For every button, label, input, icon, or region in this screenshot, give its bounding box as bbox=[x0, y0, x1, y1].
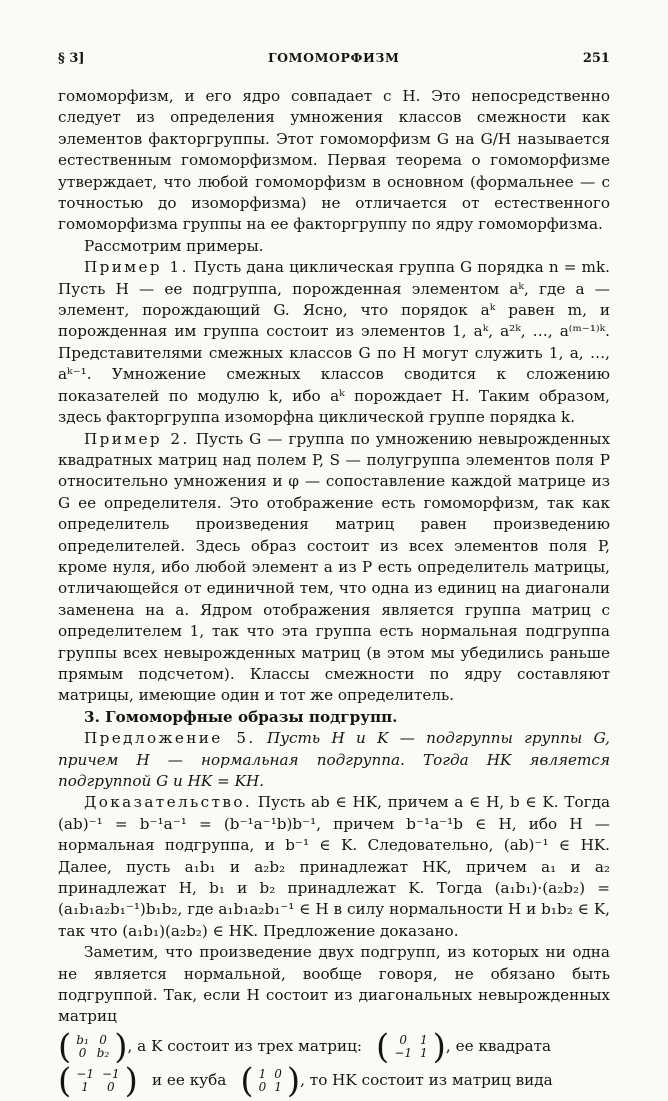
section-heading: 3. Гомоморфные образы подгрупп. bbox=[84, 707, 398, 726]
matrix-k-generator: ( 0 1 −1 1 ) bbox=[376, 1026, 446, 1067]
proof-label: Доказательство. bbox=[84, 793, 253, 812]
paragraph-example-2 bbox=[58, 429, 610, 707]
matrix-k-cube: ( 1 0 0 1 ) bbox=[240, 1060, 301, 1101]
paragraph-remark: Заметим, что произведение двух подгрупп, из которых ни одна не является нормальной, вообще говоря, не обязано быть подгруппой. Так, если H состоит из диагональных невырожденных матриц bbox=[58, 943, 610, 1026]
paragraph-proof bbox=[58, 792, 610, 942]
page-number: 251 bbox=[582, 51, 610, 66]
matrix-diagonal: ( b₁ 0 0 b₂ ) bbox=[58, 1026, 128, 1067]
matrix-k-square: ( −1 −1 1 0 ) bbox=[58, 1060, 138, 1101]
matrix-line-2 bbox=[58, 1060, 610, 1101]
matrix-line-1 bbox=[58, 1026, 610, 1067]
paragraph-example-1 bbox=[58, 257, 610, 428]
matrix-text-3: и ее куба bbox=[151, 1071, 227, 1090]
page-header bbox=[58, 50, 610, 66]
proof-text: Пусть ab ∈ HK, причем a ∈ H, b ∈ K. Тогда (ab)⁻¹ = b⁻¹a⁻¹ = (b⁻¹a⁻¹b)b⁻¹, причем b⁻¹a⁻¹b ∈ H, ибо H — нормальная подгруппа, и b⁻¹ ∈ K. Следовательно, (ab)⁻¹ ∈ HK. Далее, пусть a₁b₁ и a₂b₂ принадлежат HK, причем a₁ и a₂ принадлежат H, b₁ и b₂ принадлежат K. Тогда (a₁b₁)·(a₂b₂) = (a₁b₁a₂b₁⁻¹)b₁b₂, где a₁b₁a₂b₁⁻¹ ∈ H в силу нормальности H и b₁b₂ ∈ K, так что (a₁b₁)(a₂b₂) ∈ HK. Предложение доказано. bbox=[58, 793, 610, 940]
matrix-text-1: , а K состоит из трех матриц: bbox=[127, 1037, 363, 1056]
paragraph-examples-intro: Рассмотрим примеры. bbox=[84, 236, 264, 255]
example-1-label: Пример 1. bbox=[84, 258, 189, 277]
page-body bbox=[58, 86, 611, 1101]
proposition-label: Предложение 5. bbox=[84, 729, 256, 748]
running-title: ГОМОМОРФИЗМ bbox=[267, 50, 400, 65]
paragraph-homomorphism: гомоморфизм, и его ядро совпадает с H. Это непосредственно следует из определения умножения классов смежности как элементов факторгруппы. Этот гомоморфизм G на G/H называется естественным гомоморфизмом. Первая теорема о гомоморфизме утверждает, что любой гомоморфизм в основном (формальнее — с точностью до изоморфизма) не отличается от естественного гомоморфизма группы на ее факторгруппу по ядру гомоморфизма. bbox=[58, 87, 610, 234]
example-2-text: Пусть G — группа по умножению невырожденных квадратных матриц над полем P, S — полугруппа элементов поля P относительно умножения и φ — сопоставление каждой матрице из G ее определителя. Это отображение есть гомоморфизм, так как определитель произведения матриц равен произведению определителей. Здесь образ состоит из всех элементов поля P, кроме нуля, ибо любой элемент a из P есть определитель матрицы, отличающейся от единичной тем, что одна из единиц на диагонали заменена на a. Ядром отображения является группа матриц с определителем 1, так что эта группа есть нормальная подгруппа группы всех невырожденных матриц (в этом мы убедились раньше прямым подсчетом). Классы смежности по ядру составляют матрицы, имеющие один и тот же определитель. bbox=[58, 429, 611, 705]
matrix-text-4: , то HK состоит из матриц вида bbox=[300, 1071, 553, 1090]
matrix-text-2: , ее квадрата bbox=[445, 1037, 552, 1056]
paragraph-proposition-5 bbox=[58, 728, 610, 792]
section-marker: § 3] bbox=[58, 51, 85, 66]
example-2-label: Пример 2. bbox=[84, 429, 190, 448]
example-1-text: Пусть дана циклическая группа G порядка n = mk. Пусть H — ее подгруппа, порожденная элементом aᵏ, где a — элемент, порождающий G. Ясно, что порядок aᵏ равен m, и порожденная им группа состоит из элементов 1, aᵏ, a²ᵏ, …, a⁽ᵐ⁻¹⁾ᵏ. Представителями смежных классов G по H могут служить 1, a, …, aᵏ⁻¹. Умножение смежных классов сводится к сложению показателей по модулю k, ибо aᵏ порождает H. Таким образом, здесь факторгруппа изоморфна циклической группе порядка k. bbox=[58, 258, 610, 427]
proposition-text: Пусть H и K — подгруппы группы G, причем H — нормальная подгруппа. Тогда HK является подгруппой G и HK = KH. bbox=[58, 729, 610, 790]
